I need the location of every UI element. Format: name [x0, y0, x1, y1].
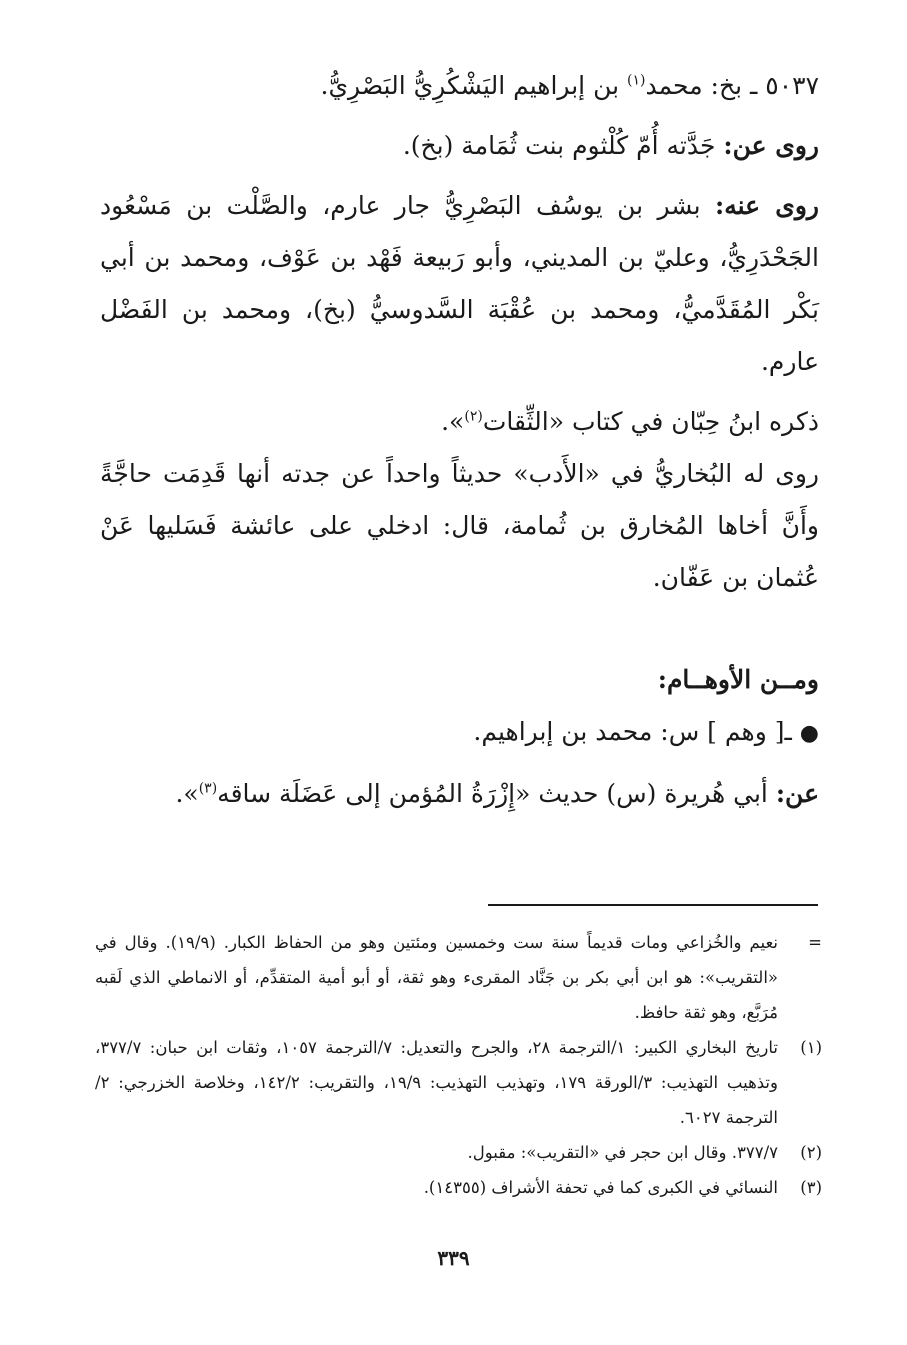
entry-heading-text: ٥٠٣٧ ـ بخ: محمد	[645, 71, 819, 100]
footnotes	[95, 925, 822, 1205]
footnote-text: تاريخ البخاري الكبير: ١/الترجمة ٢٨، والجرح والتعديل: ٧/الترجمة ١٠٥٧، وثقات ابن حبان: ٣٧٧/٧، وتذهيب التهذيب: ٣/الورقة ١٧٩، وتهذيب التهذيب: ١٩/٩، والتقريب: ١٤٢/٢، وخلاصة الخزرجي: ٢/الترجمة ٦٠٢٧.	[95, 1038, 778, 1127]
footnote-ref-1: (١)	[627, 72, 646, 89]
bullet-icon: ●	[799, 721, 819, 746]
main-text	[100, 60, 819, 820]
footnote-text: النسائي في الكبرى كما في تحفة الأشراف (١٤٣٥٥).	[423, 1178, 778, 1197]
hadith-text: أبي هُريرة (س) حديث «إِزْرَةُ المُؤمن إلى عَضَلَة ساقه	[217, 779, 776, 808]
awham-heading: ومــن الأوهــام:	[657, 665, 819, 694]
adab-paragraph: روى له البُخاريُّ في «الأَدب» حديثاً واحداً عن جدته أنها قَدِمَت حاجَّةً وأَنَّ أخاها المُخارق بن ثُمامة، قال: ادخلي على عائشة فَسَليها عَنْ عُثمان بن عَفّان.	[100, 459, 819, 592]
thiqat-end: ».	[441, 407, 465, 436]
narrators-label: روى عنه:	[715, 191, 819, 220]
footnote-1	[95, 1030, 822, 1135]
footnote-2	[95, 1135, 822, 1170]
footnote-3	[95, 1170, 822, 1205]
hadith-label: عن:	[775, 779, 819, 808]
narrators	[100, 180, 819, 388]
footnote-divider	[488, 904, 818, 906]
footnote-text: نعيم والخُزاعي ومات قديماً سنة ست وخمسين ومئتين وهو من الحفاظ الكبار. (١٩/٩). وقال في «التقريب»: هو ابن أبي بكر بن جَنَّاد المقرىء وهو ثقة، أو أبو أمية المتقدِّم، أو الانماطي الذي لَقبه مُرَبَّع، وهو ثقة حافظ.	[95, 933, 778, 1022]
narrators-text: بشر بن يوسُف البَصْرِيُّ جار عارم، والصَّلْت بن مَسْعُود الجَحْدَرِيُّ، وعليّ بن المديني، وأبو رَبيعة فَهْد بن عَوْف، ومحمد بن أبي بَكْر المُقَدَّميُّ، ومحمد بن عُقْبَة السَّدوسيُّ (بخ)، ومحمد بن الفَضْل عارم.	[100, 191, 819, 376]
thiqat-mention	[100, 396, 819, 448]
hadith-paragraph	[100, 768, 819, 820]
entry-heading	[100, 60, 819, 112]
awham-item-text: ـ[ وهم ] س: محمد بن إبراهيم.	[473, 717, 792, 746]
narrated-from-label: روى عن:	[723, 131, 819, 160]
footnote-marker: =	[808, 933, 822, 952]
awham-item	[100, 706, 819, 760]
narrated-from	[100, 120, 819, 172]
footnote-marker: (٢)	[800, 1143, 822, 1162]
footnote-marker: (١)	[800, 1038, 822, 1057]
footnote-ref-3: (٣)	[198, 780, 218, 797]
footnote-ref-2: (٢)	[464, 408, 483, 425]
entry-heading-rest: بن إبراهيم اليَشْكُرِيُّ البَصْرِيُّ.	[320, 71, 628, 100]
hadith-end: ».	[175, 779, 199, 808]
footnote-continuation	[95, 925, 822, 1030]
thiqat-text: ذكره ابنُ حِبّان في كتاب «الثِّقات	[482, 407, 819, 436]
footnote-text: ٣٧٧/٧. وقال ابن حجر في «التقريب»: مقبول.	[467, 1143, 778, 1162]
narrated-from-text: جَدَّته أُمّ كُلْثوم بنت ثُمَامة (بخ).	[402, 131, 724, 160]
page-number: ٣٣٩	[437, 1246, 470, 1270]
footnote-marker: (٣)	[800, 1178, 822, 1197]
